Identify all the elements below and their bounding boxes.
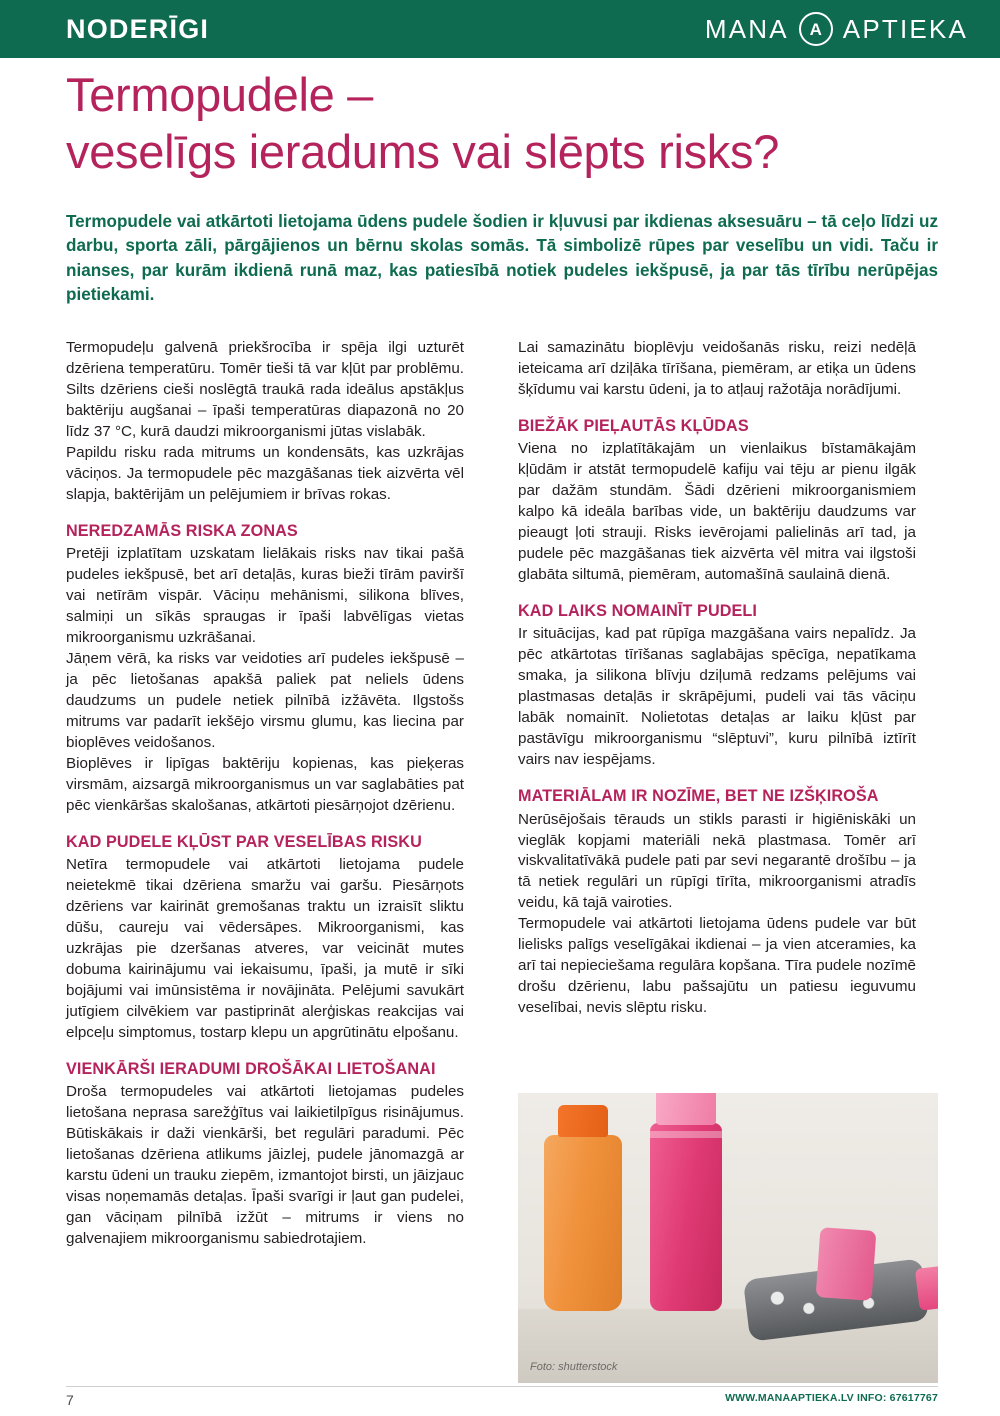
lead-paragraph: Termopudele vai atkārtoti lietojama ūdens pudele šodien ir kļuvusi par ikdienas aksesuāru – tā ceļo līdzi uz darbu, sporta zāli, pārgājienos un bērnu skolas somās. Tā simbolizē rūpes par veselību un vidi. Taču ir nianses, par kurām ikdienā runā maz, kas patiesībā notiek pudeles iekšpusē, ja par tās tīrību nerūpējas pietiekami. — [66, 212, 938, 304]
pink-thermos-band — [650, 1131, 722, 1138]
section-heading: NEREDZAMĀS RISKA ZONAS — [66, 521, 298, 540]
section-heading: MATERIĀLAM IR NOZĪME, BET NE IZŠĶIROŠA — [518, 787, 879, 806]
pink-thermos-image — [650, 1123, 722, 1311]
paragraph: Termopudeļu galvenā priekšrocība ir spēja ilgi uzturēt dzēriena temperatūru. Tomēr tieši tā var kļūt par problēmu. Silts dzēriens cieši noslēgtā traukā rada ideālus apstākļus baktēriju augšanai – īpaši temperatūras diapazonā no 20 līdz 37 °C, kurā daudzi mikroorganismi jūtas vislabāk. — [66, 339, 464, 440]
section-heading: KAD PUDELE KĻŪST PAR VESELĪBAS RISKU — [66, 832, 422, 851]
patterned-bottle-cap — [915, 1266, 938, 1311]
paragraph: Pretēji izplatītam uzskatam lielākais risks nav tikai pašā pudeles iekšpusē, bet arī detaļās, kuras bieži tīrām paviršī vai netīrām vispār. Vāciņu mehānismi, silikona blīves, salmiņi un sīkās spraugas ir īpaši labvēlīgas vietas mikroorganismu uzkrāšanai. — [66, 545, 464, 646]
paragraph: Bioplēves ir lipīgas baktēriju kopienas, kas pieķeras virsmām, aizsargā mikroorganismus un var saglabāties pat pēc vienkāršas skalošanas, atkārtoti piesārņojot dzērienu. — [66, 754, 464, 814]
brand-logo — [705, 12, 968, 46]
article-column-left — [66, 338, 464, 1250]
article-photo — [518, 1093, 938, 1383]
photo-credit: Foto: shutterstock — [530, 1361, 618, 1373]
brand-name-right: APTIEKA — [842, 13, 968, 44]
paragraph: Papildu risku rada mitrums un kondensāts, kas uzkrājas vāciņos. Ja termopudele pēc mazgāšanas tiek aizvērta vēl slapja, baktērijām un pelējumiem ir brīvas rokas. — [66, 443, 464, 503]
section-heading: KAD LAIKS NOMAINĪT PUDELI — [518, 602, 758, 621]
section-heading: VIENKĀRŠI IERADUMI DROŠĀKAI LIETOŠANAI — [66, 1059, 436, 1078]
orange-bottle-image — [544, 1135, 622, 1311]
page-number: 7 — [66, 1392, 74, 1408]
footer-info: WWW.MANAAPTIEKA.LV INFO: 67617767 — [725, 1392, 938, 1404]
article-column-right — [518, 338, 916, 1019]
small-pink-bottle-image — [816, 1227, 877, 1301]
paragraph: Nerūsējošais tērauds un stikls parasti ir higiēniskāki un vieglāk kopjami materiāli nekā plastmasa. Tomēr arī viskvalitatīvākā pudele pati par sevi negarantē drošību – ja tā netiek regulāri un rūpīgi tīrīta, mikroorganismi atradīs veidu, kā tajā vairoties. — [518, 810, 916, 912]
paragraph: Jāņem vērā, ka risks var veidoties arī pudeles iekšpusē – ja pēc lietošanas apakšā paliek pat neliels ūdens daudzums un pudele netiek pilnībā izžāvēta. Ilgstošs mitrums var padarīt iekšējo virsmu glumu, kas liecina par bioplēves veidošanos. — [66, 649, 464, 751]
paragraph: Ir situācijas, kad pat rūpīga mazgāšana vairs nepalīdz. Ja pēc atkārtotas tīrīšanas saglabājas spēcīga, nepatīkama smaka, ja silikona blīvju dziļumā redzams pelējums vai plastmasas detaļās ir skrāpējumi, pudeli vai tās vāciņu labāk nomainīt. Nolietotas detaļas ar laiku kļūst par pastāvīgu mikroorganismu “slēptuvi”, kuru pilnībā iztīrīt vairs nav iespējams. — [518, 625, 916, 769]
paragraph: Viena no izplatītākajām un vienlaikus bīstamākajām kļūdām ir atstāt termopudelē kafiju vai tēju ar pienu ilgāk par dažām stundām. Šādi dzērieni mikroorganismiem kalpo kā ideāla barības vide, un baktēriju daudzums var pieaugt ļoti strauji. Risks ievērojami palielinās arī tad, ja pudele pēc mazgāšanas tiek aizvērta vēl mitra vai ilgstoši glabāta siltumā, piemēram, automašīnā saulainā dienā. — [518, 440, 916, 584]
page-header — [0, 0, 1000, 58]
paragraph: Termopudele vai atkārtoti lietojama ūdens pudele var būt lielisks palīgs veselīgākai ikdienai – ja vien atceramies, ka arī tai nepieciešama regulāra kopšana. Tīra pudele nozīmē drošu dzērienu, labu pašsajūtu un patiesu ieguvumu veselībai, nevis slēptu risku. — [518, 915, 916, 1017]
title-line-2: veselīgs ieradums vai slēpts risks? — [66, 125, 780, 179]
brand-mark-icon: A — [799, 12, 833, 46]
title-line-1: Termopudele – — [66, 68, 374, 121]
page-title — [66, 66, 946, 181]
paragraph: Droša termopudeles vai atkārtoti lietojamas pudeles lietošana neprasa sarežģītus vai laikietilpīgus risinājumus. Būtiskākais ir daži vienkārši, bet regulāri paradumi. Pēc lietošanas dzēriena atlikums jāizlej, pudele jānomazgā ar karstu ūdeni un trauku ziepēm, izmantojot birsti, un jāizjauc visas noņemamās detaļas. Īpaši svarīgi ir ļaut gan pudelei, gan vāciņam pilnībā izžūt – mitrums ir viens no galvenajiem mikroorganismu sabiedrotajiem. — [66, 1083, 464, 1247]
header-kicker: NODERĪGI — [66, 13, 210, 44]
orange-bottle-cap — [558, 1105, 608, 1137]
footer-divider — [66, 1386, 938, 1387]
brand-name-left: MANA — [704, 13, 789, 44]
pink-thermos-cap — [656, 1093, 716, 1125]
paragraph: Lai samazinātu bioplēvju veidošanās risku, reizi nedēļā ieteicama arī dziļāka tīrīšana, piemēram, ar etiķa un ūdens šķīdumu vai karstu ūdeni, ja to atļauj ražotāja norādījumi. — [518, 339, 916, 398]
paragraph: Netīra termopudele vai atkārtoti lietojama pudele neietekmē tikai dzēriena smaržu vai garšu. Piesārņots dzēriens var kairināt gremošanas traktu un izraisīt sliktu dūšu, caureju vai vēdersāpes. Mikroorganismi, kas uzkrājas pie dzeršanas atveres, var veicināt mutes dobuma kairinājumu vai iekaisumu, īpaši, ja mutē ir sīki bojājumi vai imūnsistēma ir novājināta. Pelējumi savukārt jutīgiem cilvēkiem var pastiprināt alerģiskas reakcijas vai elpceļu simptomus, tostarp klepu un apgrūtinātu elpošanu. — [66, 856, 464, 1041]
section-heading: BIEŽĀK PIEĻAUTĀS KĻŪDAS — [518, 416, 749, 435]
